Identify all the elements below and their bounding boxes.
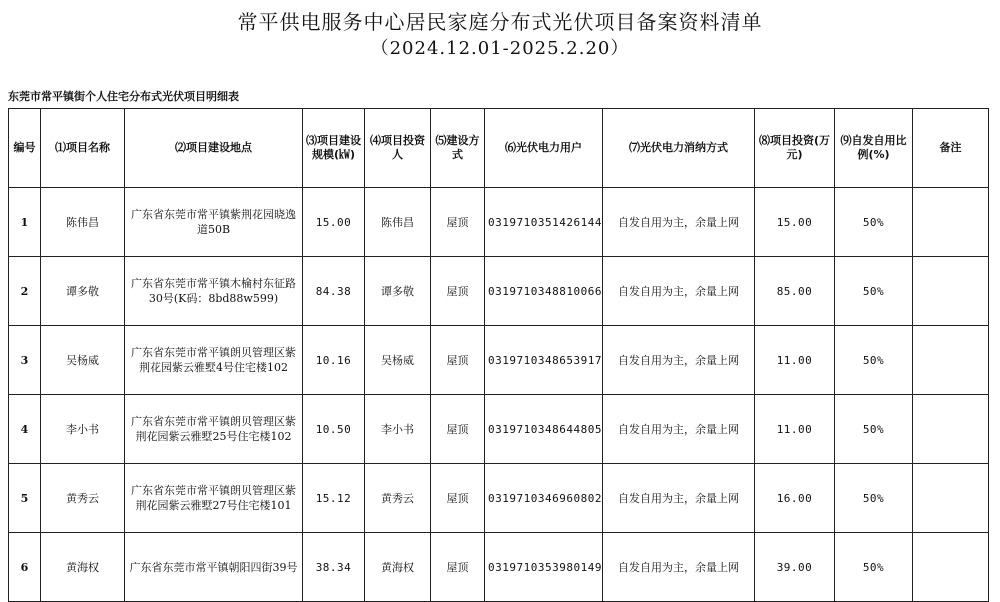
cell-account: 0319710348644805 [485, 395, 603, 464]
col-header-account: ⑹光伏电力用户 [485, 109, 603, 188]
cell-consumption: 自发自用为主，余量上网 [603, 533, 755, 602]
cell-address: 广东省东莞市常平镇木棆村东征路30号(K码：8bd88w599) [125, 257, 303, 326]
cell-no: 6 [9, 533, 41, 602]
cell-consumption: 自发自用为主，余量上网 [603, 257, 755, 326]
cell-account: 0319710351426144 [485, 188, 603, 257]
col-header-investor: ⑷项目投资人 [365, 109, 431, 188]
cell-remark [913, 257, 989, 326]
cell-remark [913, 533, 989, 602]
cell-account: 0319710346960802 [485, 464, 603, 533]
cell-address: 广东省东莞市常平镇朗贝管理区紫荆花园紫云雅墅4号住宅楼102 [125, 326, 303, 395]
section-heading: 东莞市常平镇街个人住宅分布式光伏项目明细表 [8, 90, 239, 103]
table-row [9, 464, 989, 533]
cell-remark [913, 326, 989, 395]
cell-account: 0319710348653917 [485, 326, 603, 395]
col-header-remark: 备注 [913, 109, 989, 188]
cell-remark [913, 395, 989, 464]
cell-method: 屋顶 [431, 395, 485, 464]
cell-scale: 10.16 [303, 326, 365, 395]
cell-ratio: 50% [835, 326, 913, 395]
cell-account: 0319710353980149 [485, 533, 603, 602]
cell-name: 陈伟昌 [41, 188, 125, 257]
cell-consumption: 自发自用为主，余量上网 [603, 326, 755, 395]
cell-remark [913, 188, 989, 257]
cell-scale: 10.50 [303, 395, 365, 464]
col-header-name: ⑴项目名称 [41, 109, 125, 188]
table-row [9, 533, 989, 602]
cell-name: 吴杨威 [41, 326, 125, 395]
table-row [9, 188, 989, 257]
cell-ratio: 50% [835, 257, 913, 326]
col-header-investment: ⑻项目投资(万元) [755, 109, 835, 188]
cell-scale: 15.00 [303, 188, 365, 257]
date-range: （2024.12.01-2025.2.20） [370, 38, 630, 59]
cell-ratio: 50% [835, 395, 913, 464]
cell-consumption: 自发自用为主，余量上网 [603, 464, 755, 533]
cell-no: 5 [9, 464, 41, 533]
records-table [8, 108, 989, 602]
cell-method: 屋顶 [431, 326, 485, 395]
cell-address: 广东省东莞市常平镇朗贝管理区紫荆花园紫云雅墅25号住宅楼102 [125, 395, 303, 464]
table-row [9, 257, 989, 326]
cell-investor: 李小书 [365, 395, 431, 464]
cell-scale: 84.38 [303, 257, 365, 326]
cell-investor: 黄秀云 [365, 464, 431, 533]
cell-investment: 39.00 [755, 533, 835, 602]
cell-investment: 11.00 [755, 395, 835, 464]
cell-no: 4 [9, 395, 41, 464]
col-header-no: 编号 [9, 109, 41, 188]
cell-investment: 85.00 [755, 257, 835, 326]
cell-address: 广东省东莞市常平镇朝阳四街39号 [125, 533, 303, 602]
cell-ratio: 50% [835, 188, 913, 257]
cell-no: 3 [9, 326, 41, 395]
table-row [9, 326, 989, 395]
cell-ratio: 50% [835, 533, 913, 602]
cell-account: 0319710348810066 [485, 257, 603, 326]
cell-consumption: 自发自用为主，余量上网 [603, 188, 755, 257]
header-row [9, 109, 989, 188]
document-title: 常平供电服务中心居民家庭分布式光伏项目备案资料清单 [237, 10, 763, 34]
cell-address: 广东省东莞市常平镇朗贝管理区紫荆花园紫云雅墅27号住宅楼101 [125, 464, 303, 533]
col-header-address: ⑵项目建设地点 [125, 109, 303, 188]
cell-investor: 吴杨威 [365, 326, 431, 395]
cell-investor: 黄海权 [365, 533, 431, 602]
cell-scale: 15.12 [303, 464, 365, 533]
col-header-consumption: ⑺光伏电力消纳方式 [603, 109, 755, 188]
cell-method: 屋顶 [431, 188, 485, 257]
cell-no: 1 [9, 188, 41, 257]
cell-consumption: 自发自用为主，余量上网 [603, 395, 755, 464]
col-header-method: ⑸建设方式 [431, 109, 485, 188]
cell-remark [913, 464, 989, 533]
cell-address: 广东省东莞市常平镇紫荆花园晓逸道50B [125, 188, 303, 257]
cell-investment: 16.00 [755, 464, 835, 533]
cell-name: 李小书 [41, 395, 125, 464]
col-header-ratio: ⑼自发自用比例(%) [835, 109, 913, 188]
cell-name: 黄海权 [41, 533, 125, 602]
cell-investor: 陈伟昌 [365, 188, 431, 257]
cell-name: 谭多敬 [41, 257, 125, 326]
cell-no: 2 [9, 257, 41, 326]
cell-method: 屋顶 [431, 257, 485, 326]
cell-name: 黄秀云 [41, 464, 125, 533]
cell-method: 屋顶 [431, 464, 485, 533]
col-header-scale: ⑶项目建设规模(㎾) [303, 109, 365, 188]
cell-scale: 38.34 [303, 533, 365, 602]
cell-ratio: 50% [835, 464, 913, 533]
table-row [9, 395, 989, 464]
cell-method: 屋顶 [431, 533, 485, 602]
cell-investor: 谭多敬 [365, 257, 431, 326]
cell-investment: 15.00 [755, 188, 835, 257]
cell-investment: 11.00 [755, 326, 835, 395]
